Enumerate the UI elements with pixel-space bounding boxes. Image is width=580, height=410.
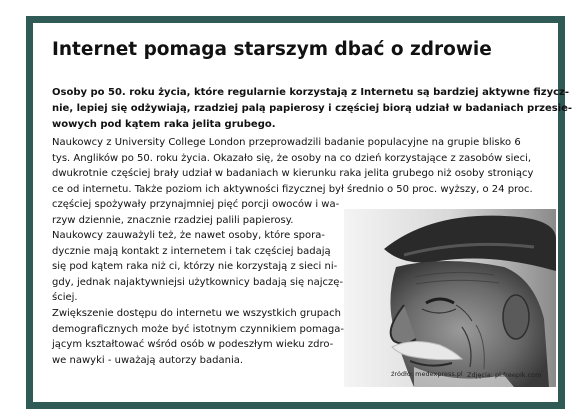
body-line: dycznie mają kontakt z internetem i tak częściej badają — [52, 245, 331, 257]
body-line: dwukrotnie częściej brały udział w badaniach w kierunku raka jelita grubego niż osoby stroniący — [52, 168, 534, 180]
article-body — [52, 135, 548, 368]
body-line: Zwiększenie dostępu do internetu we wszystkich grupach — [52, 308, 342, 320]
article-lead — [52, 85, 573, 133]
body-line: demograficznych może być istotnym czynnikiem pomaga- — [52, 323, 344, 335]
body-line: rzyw dziennie, znacznie rzadziej palili papierosy. — [52, 214, 294, 226]
poster-frame — [26, 16, 573, 409]
source-credit: źródło: medexpress.pl — [391, 370, 463, 378]
body-line: gdy, jednak najaktywniejsi użytkownicy badają się najczę- — [52, 276, 344, 288]
body-line: jącym kształtować wśród osób w podeszłym wieku zdro- — [52, 339, 334, 351]
lead-line: wowych pod kątem raka jelita grubego. — [52, 119, 276, 130]
lead-line: nie, lepiej się odżywiają, rzadziej palą papierosy i częściej biorą udział w badaniach przesie- — [52, 103, 573, 114]
body-line: ściej. — [52, 292, 78, 304]
body-line: tys. Anglików po 50. roku życia. Okazało się, że osoby na co dzień korzystające z zasobów sieci, — [52, 152, 532, 164]
body-line: się pod kątem raka niż ci, którzy nie korzystają z sieci ni- — [52, 261, 338, 273]
body-line: we nawyki - uważają autorzy badania. — [52, 354, 244, 366]
body-line: Naukowcy z University College London przeprowadzili badanie populacyjne na grupie blisko 6 — [52, 137, 521, 148]
body-line: ce od internetu. Także poziom ich aktywności fizycznej był średnio o 50 proc. wyższy, o 24 proc. — [52, 183, 533, 195]
article-title: Internet pomaga starszym dbać o zdrowie — [52, 39, 492, 60]
body-line: częściej spożywały przynajmniej pięć porcji owoców i wa- — [52, 199, 340, 211]
lead-line: Osoby po 50. roku życia, które regularnie korzystają z Internetu są bardziej aktywne fizycz- — [52, 87, 570, 98]
photo-credit: Zdjęcia: pl.freepik.com — [467, 371, 542, 379]
body-line: Naukowcy zauważyli też, że nawet osoby, które spora- — [52, 230, 325, 242]
